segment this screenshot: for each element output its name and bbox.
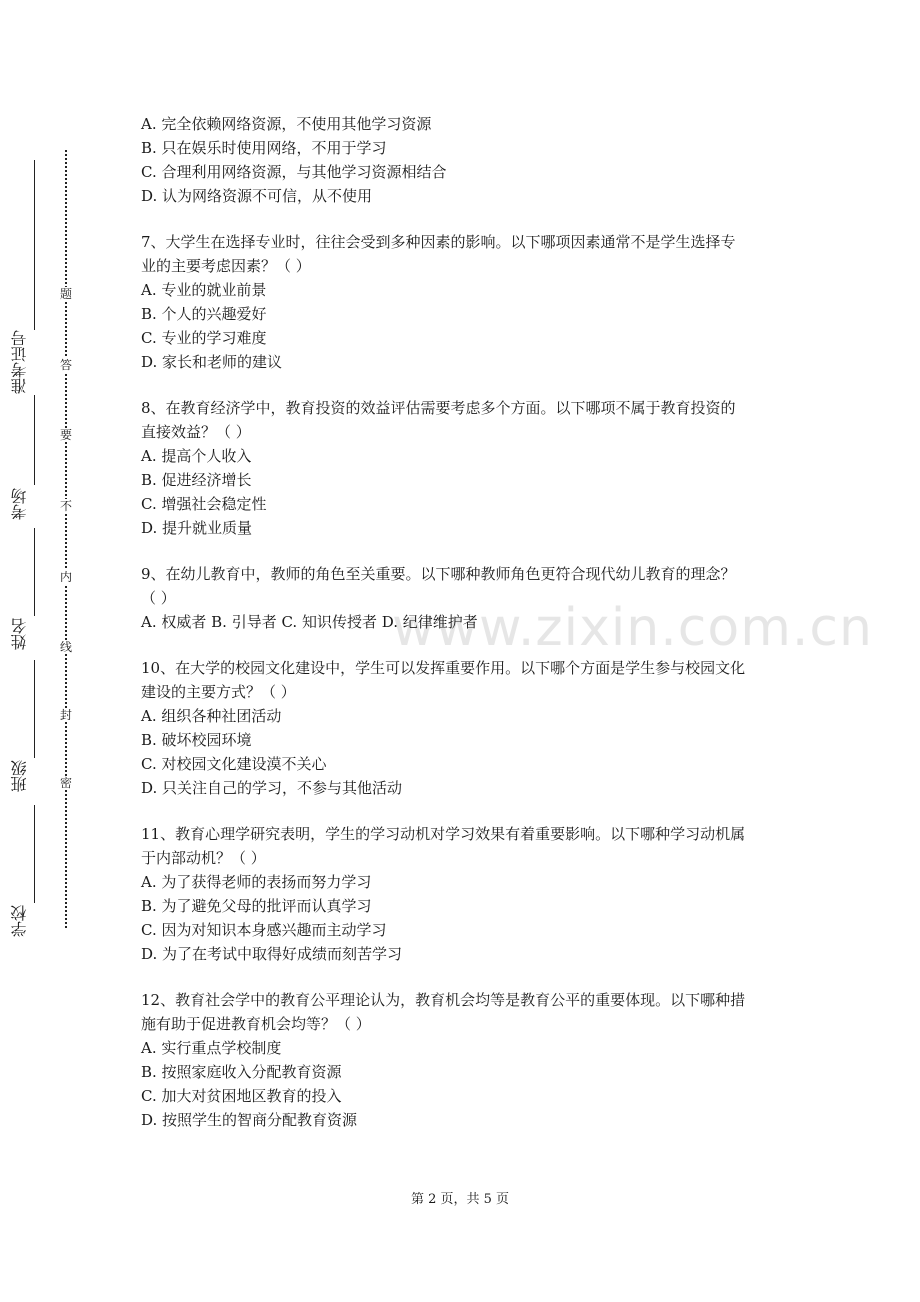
options-inline: A. 权威者 B. 引导者 C. 知识传授者 D. 纪律维护者: [141, 613, 478, 631]
question-stem: 建设的主要方式？（ ）: [141, 683, 296, 701]
field-exam-room-line: [34, 395, 35, 485]
option-d: D. 家长和老师的建议: [141, 353, 283, 371]
option-d: D. 提升就业质量: [141, 519, 253, 537]
question-stem: 施有助于促进教育机会均等？（ ）: [141, 1015, 371, 1033]
option-c: C. 增强社会稳定性: [141, 495, 267, 513]
seal-char: 不: [59, 499, 72, 513]
question-stem: 11、教育心理学研究表明，学生的学习动机对学习效果有着重要影响。以下哪种学习动机属: [141, 825, 746, 843]
option-b: B. 按照家庭收入分配教育资源: [141, 1063, 342, 1081]
option-d: D. 认为网络资源不可信，从不使用: [141, 187, 373, 205]
question-9: [141, 562, 791, 634]
question-10: [141, 656, 791, 800]
seal-char: 题: [59, 287, 72, 301]
option-a: A. 完全依赖网络资源，不使用其他学习资源: [141, 115, 432, 133]
field-name-label: 姓名: [10, 618, 29, 650]
seal-char: 要: [59, 428, 72, 442]
watermark: www.zixin.com.cn: [392, 598, 873, 658]
option-d: D. 只关注自己的学习，不参与其他活动: [141, 779, 403, 797]
seal-dotted-line: [65, 150, 67, 928]
question-stem: 于内部动机？（ ）: [141, 849, 266, 867]
question-stem: 7、大学生在选择专业时，往往会受到多种因素的影响。以下哪项因素通常不是学生选择专: [141, 233, 736, 251]
field-class-line: [34, 660, 35, 758]
seal-char: 密: [59, 776, 72, 790]
option-c: C. 合理利用网络资源，与其他学习资源相结合: [141, 163, 447, 181]
option-a: A. 为了获得老师的表扬而努力学习: [141, 873, 372, 891]
question-8: [141, 396, 791, 540]
option-c: C. 加大对贫困地区教育的投入: [141, 1087, 342, 1105]
option-b: B. 破坏校园环境: [141, 731, 252, 749]
question-stem: 9、在幼儿教育中，教师的角色至关重要。以下哪种教师角色更符合现代幼儿教育的理念？: [141, 565, 736, 583]
seal-char: 内: [59, 570, 72, 584]
question-stem: 10、在大学的校园文化建设中，学生可以发挥重要作用。以下哪个方面是学生参与校园文化: [141, 659, 746, 677]
question-stem: 8、在教育经济学中，教育投资的效益评估需要考虑多个方面。以下哪项不属于教育投资的: [141, 399, 736, 417]
option-c: C. 因为对知识本身感兴趣而主动学习: [141, 921, 387, 939]
field-exam-room-label: 考场: [10, 488, 29, 520]
seal-char: 答: [59, 358, 72, 372]
field-exam-id-line: [34, 160, 35, 330]
question-list: [141, 112, 791, 1132]
field-name-line: [34, 528, 35, 616]
field-school-line: [34, 805, 35, 903]
seal-char: 封: [59, 708, 72, 722]
field-school-label: 学校: [10, 905, 29, 937]
page-footer: 第 2 页，共 5 页: [410, 1192, 510, 1207]
option-b: B. 个人的兴趣爱好: [141, 305, 267, 323]
question-stem: 业的主要考虑因素？（ ）: [141, 257, 311, 275]
option-a: A. 组织各种社团活动: [141, 707, 282, 725]
option-c: C. 专业的学习难度: [141, 329, 267, 347]
question-stem: （ ）: [141, 589, 176, 607]
option-c: C. 对校园文化建设漠不关心: [141, 755, 327, 773]
option-d: D. 按照学生的智商分配教育资源: [141, 1111, 358, 1129]
field-exam-id-label: 准考证号: [10, 330, 29, 394]
question-stem: 直接效益？（ ）: [141, 423, 251, 441]
question-7: [141, 230, 791, 374]
question-6-options: [141, 112, 791, 208]
option-d: D. 为了在考试中取得好成绩而刻苦学习: [141, 945, 403, 963]
question-11: [141, 822, 791, 966]
seal-char: 线: [59, 640, 72, 654]
question-stem: 12、教育社会学中的教育公平理论认为，教育机会均等是教育公平的重要体现。以下哪种措: [141, 991, 746, 1009]
option-a: A. 提高个人收入: [141, 447, 252, 465]
option-b: B. 促进经济增长: [141, 471, 252, 489]
option-a: A. 实行重点学校制度: [141, 1039, 282, 1057]
option-b: B. 为了避免父母的批评而认真学习: [141, 897, 372, 915]
question-12: [141, 988, 791, 1132]
option-a: A. 专业的就业前景: [141, 281, 267, 299]
field-class-label: 班级: [10, 760, 29, 792]
option-b: B. 只在娱乐时使用网络，不用于学习: [141, 139, 387, 157]
